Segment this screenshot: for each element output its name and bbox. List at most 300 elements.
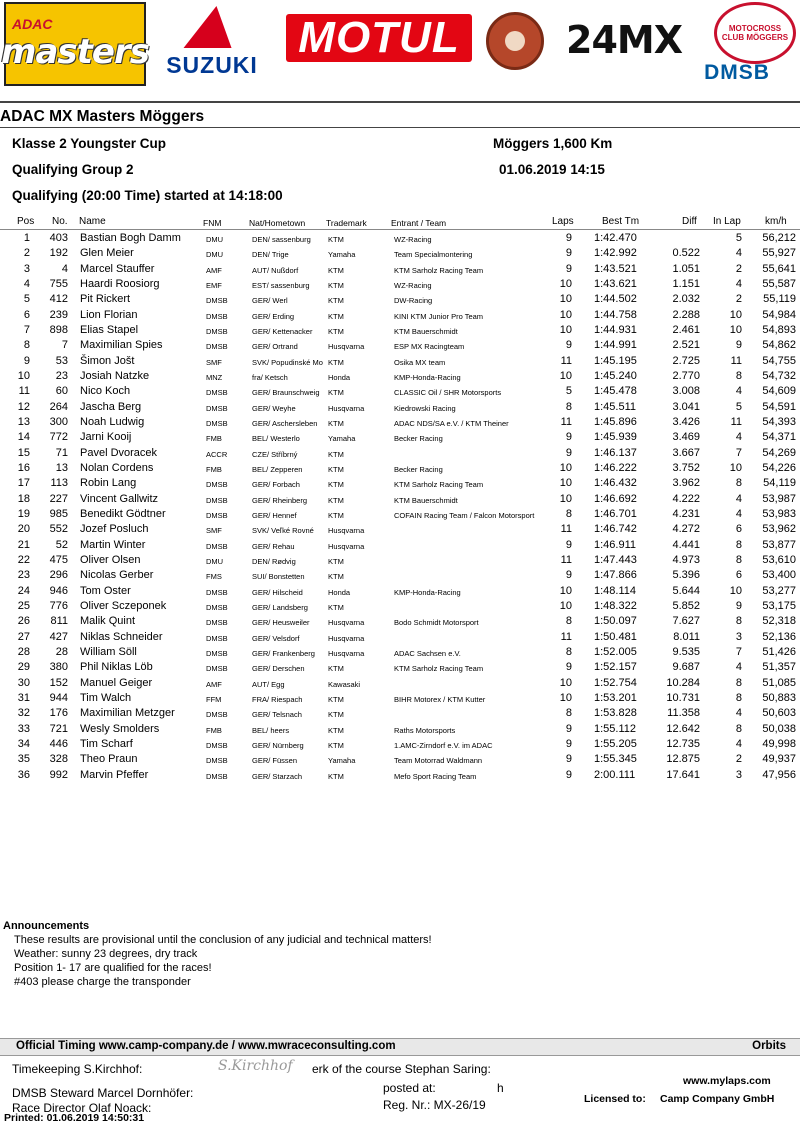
cell-team: Raths Motorsports [394,725,456,735]
cell-no: 227 [49,492,68,505]
results-table [0,232,800,792]
cell-no: 898 [49,323,68,336]
cell-diff: 3.667 [672,446,700,459]
cell-no: 328 [49,753,68,766]
cell-kmh: 55,587 [762,277,796,290]
table-row [0,723,800,738]
cell-tm: KTM [328,235,344,244]
cell-no: 4 [61,262,68,275]
cell-diff: 2.288 [672,308,700,321]
cell-diff: 4.441 [672,538,700,551]
cell-pos: 11 [18,385,30,398]
cell-laps: 10 [559,323,572,336]
cell-inlap: 8 [735,615,742,628]
cell-fnm: SMF [206,357,222,367]
cell-no: 412 [49,293,68,306]
cell-fnm: DMSB [206,756,228,766]
table-row [0,554,800,569]
cell-laps: 10 [559,691,572,704]
cell-best: 1:45.939 [594,431,637,444]
col-header-nat: Nat/Hometown [249,218,306,228]
cell-laps: 11 [560,415,572,428]
cell-nat: BEL/ Zepperen [252,464,303,474]
cell-nat: GER/ Ortrand [252,342,298,352]
cell-laps: 10 [559,492,572,505]
cell-nat: GER/ Hennef [252,510,297,520]
cell-best: 1:55.112 [594,722,637,735]
cell-pos: 30 [17,676,30,689]
cell-best: 1:46.911 [594,538,637,551]
cell-nat: GER/ Aschersleben [252,418,318,428]
cell-name: Maximilian Metzger [80,707,175,720]
cell-name: Nolan Cordens [80,461,154,474]
official-timing-bar [0,1038,800,1056]
table-row [0,646,800,661]
cell-fnm: DMSB [206,418,228,428]
cell-fnm: DMSB [206,311,228,321]
cell-tm: KTM [328,740,344,750]
cell-laps: 10 [559,584,572,597]
cell-inlap: 8 [735,538,742,551]
cell-fnm: DMU [206,235,224,244]
cell-fnm: DMSB [206,771,228,781]
table-header-rule [0,229,800,230]
cell-kmh: 54,893 [762,323,796,336]
cell-tm: KTM [328,572,344,582]
cell-no: 13 [55,461,68,474]
cell-best: 1:48.114 [594,584,637,597]
cell-laps: 9 [565,569,572,582]
cell-diff: 2.032 [672,293,700,306]
cell-pos: 33 [17,722,30,735]
table-row [0,355,800,370]
cell-nat: GER/ Erding [252,311,295,321]
cell-nat: BEL/ heers [252,725,290,735]
cell-name: Maximilian Spies [80,339,163,352]
cell-fnm: FMB [206,434,222,444]
printed-timestamp: Printed: 01.06.2019 14:50:31 [4,1112,145,1124]
cell-name: Vincent Gallwitz [80,492,159,505]
cell-nat: GER/ Starzach [252,771,303,781]
table-row [0,523,800,538]
cell-tm: KTM [328,326,344,336]
cell-inlap: 9 [735,339,742,352]
cell-name: Marvin Pfeffer [80,768,149,781]
cell-kmh: 53,400 [762,569,796,582]
cell-pos: 16 [17,461,30,474]
cell-tm: KTM [328,480,344,490]
cell-best: 1:55.205 [594,737,637,750]
cell-team: Bodo Schmidt Motorsport [394,618,479,628]
cell-no: 7 [61,339,68,352]
cell-inlap: 10 [729,461,742,474]
cell-team: Team Motorrad Waldmann [394,756,483,766]
cell-inlap: 8 [735,691,742,704]
cell-team: WZ-Racing [394,280,432,290]
col-header-best: Best Tm [602,216,640,227]
cell-fnm: DMSB [206,480,228,490]
table-row [0,707,800,722]
table-row [0,631,800,646]
cell-nat: GER/ Braunschweig [252,388,320,398]
cell-tm: KTM [328,510,344,520]
cell-inlap: 6 [735,523,742,536]
cell-inlap: 4 [735,707,742,720]
cell-kmh: 51,426 [762,645,796,658]
cell-nat: GER/ Nürnberg [252,740,304,750]
cell-nat: GER/ Frankenberg [252,648,315,658]
cell-best: 1:52.157 [594,661,637,674]
cell-no: 52 [55,538,68,551]
race-director-label: Race Director Olaf Noack: [12,1101,152,1115]
cell-name: Šimon Jošt [80,354,135,367]
cell-nat: DEN/ sassenburg [252,235,311,244]
cell-no: 992 [49,768,68,781]
timekeeping-label: Timekeeping S.Kirchhof: [12,1062,143,1076]
cell-inlap: 4 [735,277,742,290]
cell-team: 1.AMC-Zirndorf e.V. im ADAC [394,740,493,750]
cell-tm: KTM [328,602,344,612]
col-header-trademark: Trademark [326,218,367,228]
cell-inlap: 3 [735,630,742,643]
cell-pos: 26 [17,615,30,628]
cell-laps: 9 [565,232,572,244]
cell-kmh: 53,983 [762,507,796,520]
motul-logo: MOTUL [286,14,472,62]
cell-name: Jozef Posluch [80,523,149,536]
cell-best: 1:47.443 [594,553,637,566]
cell-inlap: 4 [735,661,742,674]
cell-fnm: DMSB [206,342,228,352]
table-row [0,738,800,753]
cell-team: KMP-Honda-Racing [394,372,461,382]
cell-team: COFAIN Racing Team / Falcon Motorsport [394,510,535,520]
cell-tm: Honda [328,587,351,597]
licensed-to-value: Camp Company GmbH [660,1093,775,1105]
table-row [0,309,800,324]
cell-laps: 9 [565,247,572,260]
track-length: Möggers 1,600 Km [493,136,613,151]
cell-name: Oliver Olsen [80,553,141,566]
cell-name: Lion Florian [80,308,138,321]
group-name: Qualifying Group 2 [12,162,134,177]
cell-tm: Husqvarna [328,526,365,536]
event-datetime: 01.06.2019 14:15 [499,162,605,177]
cell-kmh: 55,119 [763,293,796,306]
cell-no: 552 [49,523,68,536]
mylaps-link[interactable]: www.mylaps.com [683,1075,771,1087]
cell-best: 1:50.097 [594,615,637,628]
cell-tm: Honda [328,372,351,382]
cell-fnm: ACCR [206,449,228,459]
cell-tm: KTM [328,296,344,306]
cell-name: Noah Ludwig [80,415,145,428]
cell-laps: 10 [559,277,572,290]
cell-best: 1:46.692 [594,492,637,505]
cell-no: 53 [55,354,68,367]
cell-diff: 3.008 [672,385,700,398]
cell-pos: 29 [17,661,30,674]
table-row [0,508,800,523]
cell-nat: SVK/ Veľké Rovné [252,526,314,536]
cell-nat: DEN/ Trige [252,250,289,260]
cell-pos: 22 [17,553,30,566]
cell-no: 985 [49,507,68,520]
col-header-kmh: km/h [765,216,787,227]
cell-best: 1:47.866 [594,569,637,582]
cell-diff: 2.725 [672,354,700,367]
official-timing-text: Official Timing www.camp-company.de / www.mwraceconsulting.com [16,1040,396,1052]
cell-team: Becker Racing [394,464,443,474]
cell-no: 944 [49,691,68,704]
adac-masters-logo: ADAC masters [4,2,146,86]
cell-team: KTM Sarholz Racing Team [394,664,484,674]
suzuki-logo: SUZUKI [152,2,272,82]
cell-no: 28 [55,645,68,658]
cell-kmh: 54,119 [763,477,796,490]
cell-fnm: FMS [206,572,222,582]
cell-best: 1:55.345 [594,753,637,766]
cell-no: 296 [49,569,68,582]
cell-diff: 10.284 [666,676,700,689]
cell-fnm: AMF [206,679,222,689]
table-row [0,339,800,354]
cell-name: Josiah Natzke [80,369,150,382]
cell-laps: 11 [560,630,572,643]
cell-best: 1:46.222 [594,461,637,474]
cell-nat: EST/ sassenburg [252,280,310,290]
steward-label: DMSB Steward Marcel Dornhöfer: [12,1086,194,1100]
cell-laps: 9 [565,737,572,750]
cell-best: 1:45.195 [594,354,637,367]
cell-pos: 23 [17,569,30,582]
suzuki-s-icon [184,6,241,48]
cell-diff: 4.973 [672,553,700,566]
cell-nat: GER/ Hilscheid [252,587,303,597]
cell-fnm: FFM [206,694,222,704]
cell-laps: 8 [565,645,572,658]
header-rule [0,101,800,103]
cell-name: Oliver Sczeponek [80,599,167,612]
cell-diff: 4.231 [672,507,700,520]
cell-laps: 10 [559,461,572,474]
cell-inlap: 2 [735,262,742,275]
24mx-logo: 24MX [566,18,682,62]
table-row [0,370,800,385]
cell-best: 2:00.111 [594,768,636,781]
cell-pos: 15 [17,446,30,459]
cell-kmh: 55,641 [762,262,796,275]
cell-name: Marcel Stauffer [80,262,155,275]
table-row [0,447,800,462]
cell-fnm: DMSB [206,664,228,674]
cell-tm: Husqvarna [328,342,365,352]
cell-name: Jarni Kooij [80,431,132,444]
col-header-no: No. [52,216,68,227]
orbits-label: Orbits [752,1040,786,1052]
cell-diff: 11.358 [667,707,700,720]
cell-pos: 3 [23,262,30,275]
cell-fnm: SMF [206,526,222,536]
cell-inlap: 3 [735,768,742,781]
table-row [0,753,800,768]
cell-nat: GER/ Derschen [252,664,305,674]
table-row [0,539,800,554]
cell-pos: 1 [23,232,30,244]
cell-tm: KTM [328,464,344,474]
cell-diff: 5.852 [672,599,700,612]
cell-inlap: 9 [735,599,742,612]
col-header-inlap: In Lap [713,216,741,227]
cell-team: ADAC Sachsen e.V. [394,648,461,658]
cell-inlap: 4 [735,431,742,444]
table-row [0,615,800,630]
cell-diff: 1.051 [672,262,700,275]
cell-laps: 8 [565,707,572,720]
cell-pos: 9 [23,354,30,367]
cell-inlap: 10 [729,584,742,597]
cell-best: 1:46.137 [594,446,637,459]
cell-inlap: 2 [735,753,742,766]
mask-logo-icon [486,12,544,70]
cell-nat: CZE/ Stříbrný [252,449,298,459]
cell-team: BIHR Motorex / KTM Kutter [394,694,486,704]
cell-name: Elias Stapel [80,323,139,336]
licensed-label: Licensed to: [584,1093,646,1105]
cell-no: 71 [55,446,68,459]
announcements-title: Announcements [3,920,90,932]
cell-pos: 7 [23,323,30,336]
cell-nat: GER/ Rheinberg [252,495,308,505]
cell-fnm: DMSB [206,326,228,336]
table-row [0,585,800,600]
cell-laps: 8 [565,507,572,520]
cell-team: ADAC NDS/SA e.V. / KTM Theiner [394,418,509,428]
session-info: Qualifying (20:00 Time) started at 14:18:00 [12,188,283,203]
cell-inlap: 8 [735,477,742,490]
table-row [0,462,800,477]
cell-no: 264 [49,400,68,413]
cell-name: Haardi Roosiorg [80,277,160,290]
cell-pos: 27 [17,630,30,643]
table-row [0,677,800,692]
cell-tm: Yamaha [328,250,356,260]
cell-best: 1:44.931 [594,323,637,336]
cell-fnm: DMSB [206,618,228,628]
cell-nat: GER/ Forbach [252,480,300,490]
table-row [0,661,800,676]
cell-best: 1:50.481 [594,630,637,643]
cell-kmh: 54,269 [762,446,796,459]
cell-kmh: 49,937 [762,753,796,766]
cell-laps: 8 [565,400,572,413]
col-header-diff: Diff [682,216,697,227]
cell-best: 1:45.511 [594,400,637,413]
cell-team: Becker Racing [394,434,443,444]
cell-pos: 14 [17,431,30,444]
cell-diff: 3.041 [672,400,700,413]
cell-tm: KTM [328,388,344,398]
title-rule [0,127,800,128]
cell-inlap: 10 [729,323,742,336]
cell-inlap: 8 [735,553,742,566]
cell-name: Malik Quint [80,615,136,628]
cell-pos: 36 [17,768,30,781]
cell-pos: 6 [23,308,30,321]
cell-tm: KTM [328,664,344,674]
announcement-line: #403 please charge the transponder [14,976,191,988]
cell-tm: KTM [328,556,344,566]
cell-team: DW-Racing [394,296,433,306]
cell-name: Phil Niklas Löb [80,661,153,674]
motocross-club-logo: MOTOCROSS CLUB MÖGGERS [714,2,796,64]
cell-laps: 10 [559,599,572,612]
cell-no: 755 [49,277,68,290]
cell-diff: 12.875 [666,753,700,766]
cell-inlap: 6 [735,569,742,582]
cell-kmh: 52,318 [762,615,796,628]
cell-inlap: 8 [735,722,742,735]
cell-laps: 10 [559,676,572,689]
cell-best: 1:53.828 [594,707,637,720]
cell-tm: KTM [328,418,344,428]
cell-best: 1:43.521 [594,262,637,275]
cell-pos: 12 [17,400,30,413]
cell-tm: Husqvarna [328,541,365,551]
cell-kmh: 54,609 [762,385,796,398]
cell-team: CLASSIC Oil / SHR Motorsports [394,388,502,398]
cell-fnm: DMSB [206,541,228,551]
cell-nat: GER/ Velsdorf [252,633,300,643]
cell-nat: SVK/ Popudinské Mo [252,357,323,367]
cell-pos: 4 [23,277,30,290]
cell-laps: 9 [565,753,572,766]
cell-nat: fra/ Ketsch [252,372,288,382]
cell-pos: 18 [17,492,30,505]
col-header-fnm: FNM [203,218,222,228]
cell-laps: 8 [565,615,572,628]
cell-laps: 10 [559,308,572,321]
cell-fnm: DMSB [206,602,228,612]
cell-diff: 3.962 [672,477,700,490]
cell-name: Theo Praun [80,753,138,766]
page-title: ADAC MX Masters Möggers [0,108,205,125]
table-row [0,477,800,492]
cell-team: KTM Sarholz Racing Team [394,480,484,490]
table-row [0,293,800,308]
cell-diff: 12.642 [666,722,700,735]
cell-nat: SUI/ Bonstetten [252,572,305,582]
cell-team: KMP-Honda-Racing [394,587,461,597]
cell-fnm: DMSB [206,510,228,520]
cell-tm: Yamaha [328,434,356,444]
cell-kmh: 51,357 [762,661,796,674]
cell-name: Jascha Berg [80,400,142,413]
class-name: Klasse 2 Youngster Cup [12,136,167,151]
cell-nat: BEL/ Westerlo [252,434,300,444]
cell-inlap: 8 [735,676,742,689]
col-header-entrant: Entrant / Team [391,218,447,228]
cell-kmh: 54,862 [762,339,796,352]
cell-pos: 21 [17,538,30,551]
table-row [0,324,800,339]
cell-tm: KTM [328,694,344,704]
cell-laps: 11 [560,553,572,566]
cell-fnm: DMSB [206,403,228,413]
cell-inlap: 5 [735,232,742,244]
cell-diff: 3.752 [672,461,700,474]
cell-pos: 32 [17,707,30,720]
